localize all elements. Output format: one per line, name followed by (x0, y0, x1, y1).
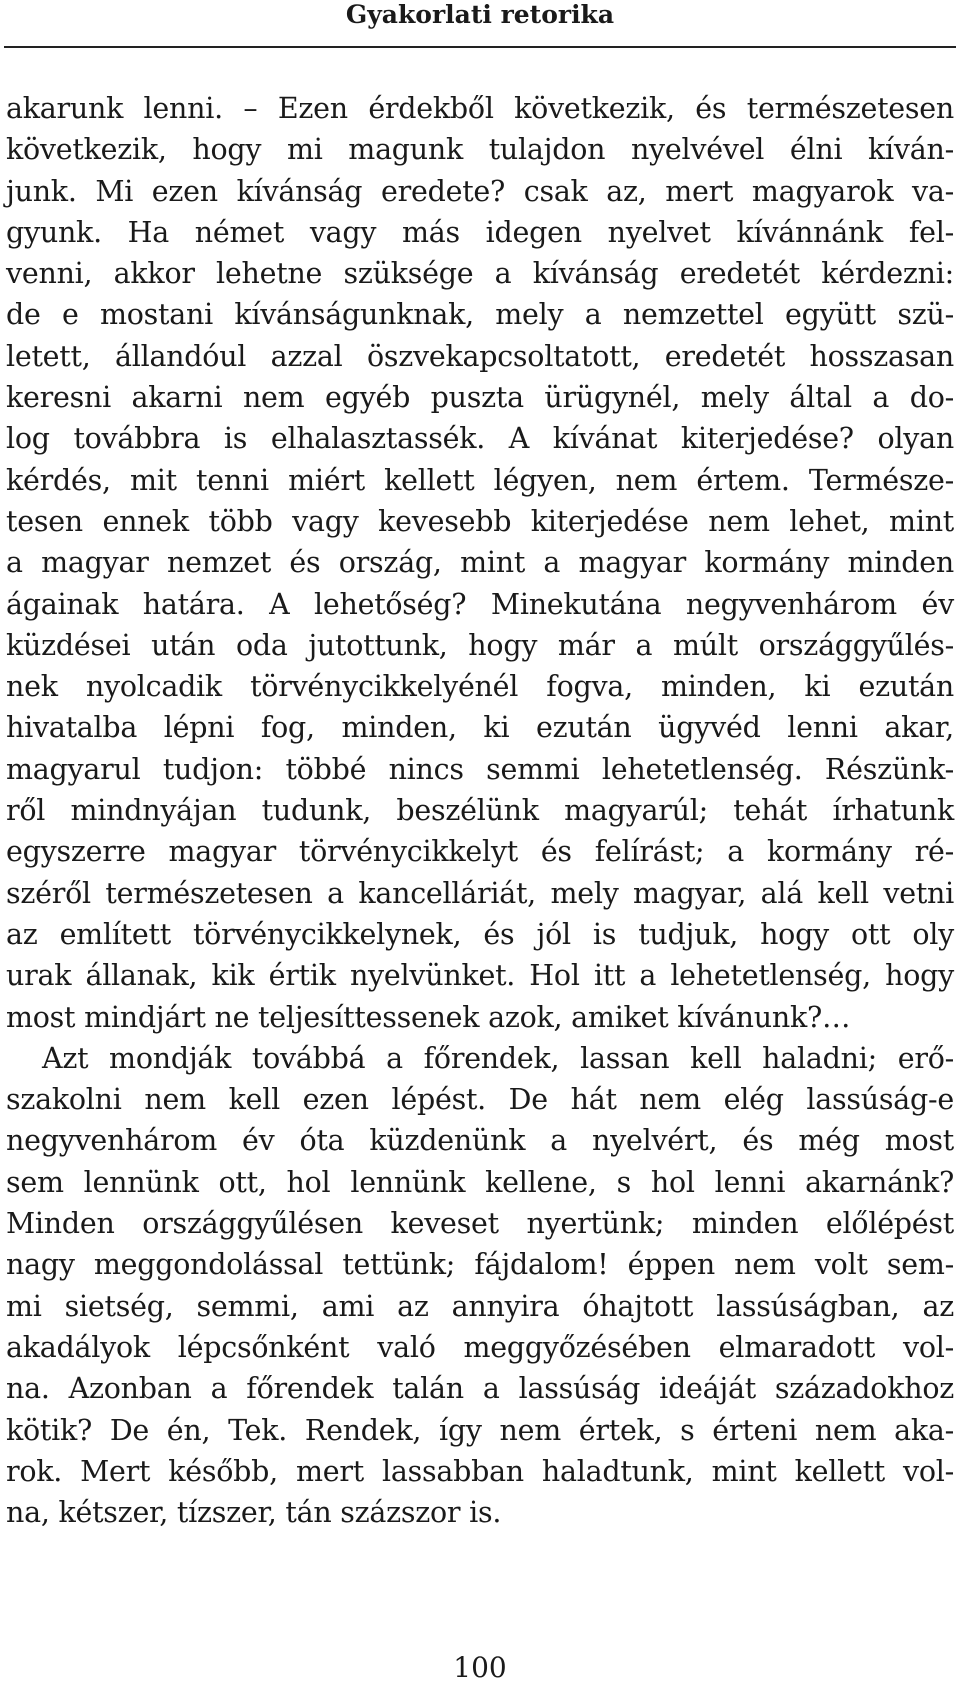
text-line: na, kétszer, tízszer, tán százszor is. (6, 1496, 502, 1530)
page-body (6, 88, 954, 1533)
text-line: egyszerre magyar törvénycikkelyt és felírást; a kormány ré- (6, 835, 954, 869)
text-line: rok. Mert később, mert lassabban haladtunk, mint kellett vol- (6, 1454, 954, 1488)
text-line: na. Azonban a főrendek talán a lassúság ideáját századokhoz (6, 1372, 954, 1406)
text-line: akarunk lenni. – Ezen érdekből következik, és természetesen (6, 92, 954, 125)
text-line: mi sietség, semmi, ami az annyira óhajtott lassúságban, az (6, 1289, 954, 1323)
text-line: Minden országgyűlésen keveset nyertünk; minden előlépést (6, 1207, 954, 1241)
text-line: szakolni nem kell ezen lépést. De hát nem elég lassúság-e (6, 1083, 954, 1117)
text-line: tesen ennek több vagy kevesebb kiterjedése nem lehet, mint (6, 504, 954, 538)
text-line: letett, állandóul azzal öszvekapcsoltatott, eredetét hosszasan (6, 339, 954, 373)
text-line: kötik? De én, Tek. Rendek, így nem értek, s érteni nem aka- (6, 1413, 954, 1447)
text-line: nagy meggondolással tettünk; fájdalom! éppen nem volt sem- (6, 1248, 954, 1282)
text-line: de e mostani kívánságunknak, mely a nemzettel együtt szü- (6, 298, 954, 332)
text-line: küzdései után oda jutottunk, hogy már a múlt országgyűlés- (6, 628, 954, 662)
text-line: nek nyolcadik törvénycikkelyénél fogva, minden, ki ezután (6, 670, 954, 704)
text-line: most mindjárt ne teljesíttessenek azok, amiket kívánunk?… (6, 1000, 851, 1034)
text-line: sem lennünk ott, hol lennünk kellene, s hol lenni akarnánk? (6, 1165, 954, 1199)
page-number: 100 (453, 1651, 507, 1684)
text-line: gyunk. Ha német vagy más idegen nyelvet kívánnánk fel- (6, 215, 954, 249)
text-line: az említett törvénycikkelynek, és jól is tudjuk, hogy ott oly (6, 917, 954, 951)
text-line: urak állanak, kik értik nyelvünket. Hol itt a lehetetlenség, hogy (6, 959, 954, 993)
header-rule (4, 46, 956, 48)
running-header: Gyakorlati retorika (345, 0, 615, 29)
text-line: széről természetesen a kancelláriát, mely magyar, alá kell vetni (6, 876, 954, 910)
text-line: magyarul tudjon: többé nincs semmi lehetetlenség. Részünk- (6, 752, 954, 786)
text-line: log továbbra is elhalasztassék. A kívánat kiterjedése? olyan (6, 422, 954, 456)
text-line: ágainak határa. A lehetőség? Minekutána negyvenhárom év (6, 587, 954, 621)
text-line: keresni akarni nem egyéb puszta ürügynél, mely által a do- (6, 381, 954, 415)
text-line: kérdés, mit tenni miért kellett légyen, nem értem. Természe- (6, 463, 954, 497)
text-line: Azt mondják továbbá a főrendek, lassan kell haladni; erő- (42, 1041, 954, 1075)
text-line: hivatalba lépni fog, minden, ki ezután ügyvéd lenni akar, (6, 711, 954, 745)
text-line: ről mindnyájan tudunk, beszélünk magyarúl; tehát írhatunk (6, 794, 954, 828)
text-line: akadályok lépcsőnként való meggyőzésében elmaradott vol- (6, 1330, 954, 1364)
text-line: junk. Mi ezen kívánság eredete? csak az, mert magyarok va- (6, 174, 954, 208)
text-line: következik, hogy mi magunk tulajdon nyelvével élni kíván- (6, 133, 954, 167)
text-line: venni, akkor lehetne szüksége a kívánság eredetét kérdezni: (6, 257, 954, 291)
text-line: negyvenhárom év óta küzdenünk a nyelvért, és még most (6, 1124, 954, 1158)
text-line: a magyar nemzet és ország, mint a magyar kormány minden (6, 546, 954, 580)
